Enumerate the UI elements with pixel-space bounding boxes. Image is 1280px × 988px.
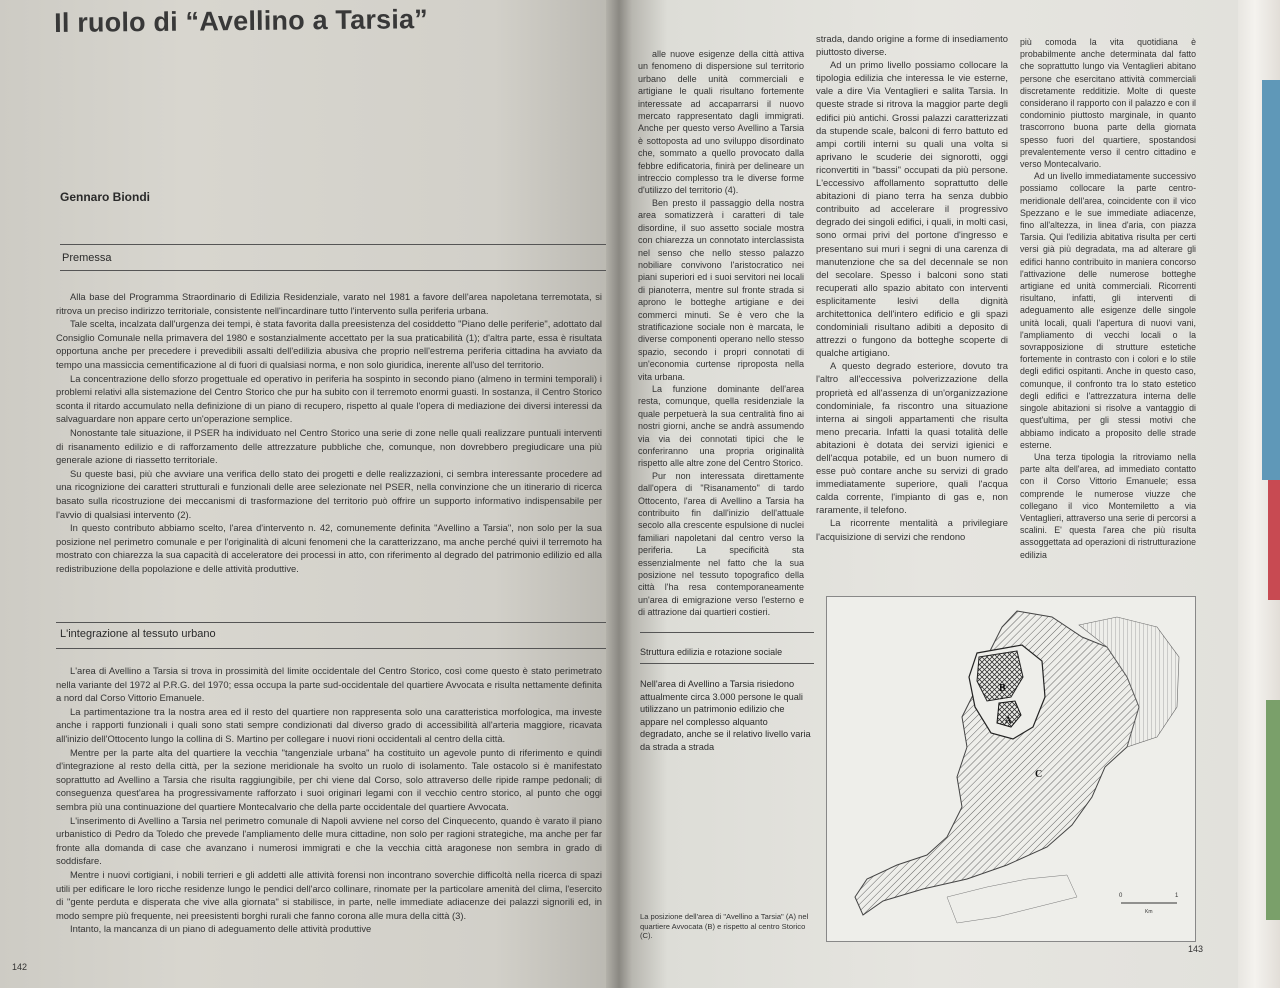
paragraph: L'area di Avellino a Tarsia si trova in prossimità del limite occidentale del Centro Storico, così come questo è stato perimetrato nella variante del 1972 al P.R.G. del 1970; essa occupa la parte sud-occidentale del quartiere Avvocata e risulta nettamente definita a nord dal Corso Vittorio Emanuele. [56, 665, 602, 704]
paragraph: Alla base del Programma Straordinario di Edilizia Residenziale, varato nel 1981 a favore dell'area napoletana terremotata, si ritrova un preciso indirizzo territoriale, consistente nell'incardinare tutto l'intervento sulla periferia urbana. [56, 291, 602, 316]
box-title: Struttura edilizia e rotazione sociale [640, 647, 783, 657]
paragraph: alle nuove esigenze della città attiva un fenomeno di dispersione sul territorio urbano delle unità commerciali e artigiane le quali risultano fortemente interessate ad accaparrarsi il nuovo mercato rappresentato dagli immigrati. Anche per questo verso Avellino a Tarsia è sottoposta ad uno sviluppo disordinato che, sommato a quello provocato dalla febbre edificatoria, finirà per delineare un intreccio complesso tra le diverse forme d'utilizzo del territorio (4). [638, 49, 804, 196]
section-heading-premessa: Premessa [62, 252, 112, 264]
paragraph: Ad un livello immediatamente successivo possiamo collocare la parte centro-meridionale dell'area, coincidente con il vico Spezzano e le sue immediate adiacenze, fino all'altezza, in linea d'aria, con piazza Tarsia. Qui l'edilizia abitativa risulta per certi versi già più degradata, ma ad alterare gli edifici hanno contribuito in maniera concorso l'attivazione delle numerose botteghe artigiane ed unità commerciali. Ricorrenti risultano, infatti, gli interventi di adeguamento alle esigenze delle singole unità locali, quali l'apertura di nuovi vani, l'ampliamento di vecchi locali o la sovrapposizione di strutture estetiche fortemente in contrasto con i colori e lo stile degli edifici ospitanti. Anche in questo caso, comunque, il confronto tra lo stato estetico degli edifici e l'attrezzatura interna delle singole abitazioni si risolve a vantaggio di quest'ultima, per gli stessi motivi che abbiamo indicato a proposito delle strade esterne. [1020, 171, 1196, 450]
paragraph: Tale scelta, incalzata dall'urgenza dei tempi, è stata favorita dalla preesistenza del cosiddetto "Piano delle periferie", adottato dal Consiglio Comunale nella primavera del 1980 e sostanzialmente accettato per la sua praticabilità (1); d'altra parte, essa è risultata opportuna anche per precedere i prevedibili assalti dell'edilizia abusiva che proprio nell'estrema periferia cittadina ha avviato da tempo una massiccia cementificazione al di fuori di qualsiasi norma, e non solo giuridica, inerente all'uso del territorio. [56, 318, 602, 370]
paragraph: Nonostante tale situazione, il PSER ha individuato nel Centro Storico una serie di zone nelle quali realizzare puntuali interventi di risanamento edilizio e di rafforzamento delle attrezzature pubbliche che, comunque, non dovrebbero pregiudicare una più generale azione di riassetto territoriale. [56, 426, 602, 466]
map-label-c: C [1035, 769, 1043, 780]
cover-stripe-red [1268, 480, 1280, 600]
scale-unit: Km [1145, 909, 1153, 915]
page-number-left: 142 [12, 962, 28, 972]
section-divider [60, 270, 606, 271]
text-column-3 [1020, 36, 1196, 561]
section-heading-integrazione: L'integrazione al tessuto urbano [60, 628, 216, 640]
map-drawing [827, 597, 1195, 941]
paragraph: Su queste basi, più che avviare una verifica dello stato dei progetti e delle realizzazioni, ci sembra interessante procedere ad una ricognizione dei caratteri strutturali e funzionali delle aree selezionate nel PSER, nella convinzione che un itinerario di ricerca basato sulla ricostruzione dei meccanismi di trasformazione del territorio può offrire un supporto informativo indispensabile per l'avvio di qualsiasi intervento (2). [56, 467, 602, 520]
scale-zero: 0 [1119, 893, 1123, 899]
text-column-1 [638, 48, 804, 619]
map-label-b: B [999, 683, 1006, 694]
left-page [0, 0, 618, 988]
map-label-a: A [1005, 715, 1012, 725]
sidebar-box [640, 632, 814, 754]
paragraph: La funzione dominante dell'area resta, comunque, quella residenziale la quale perpetuerà la sua centralità fino ai nostri giorni, anche se andrà assumendo via via dei connotati tipici che le conferiranno una propria originalità rispetto alle altre zone del Centro Storico. [638, 383, 804, 469]
paragraph: Mentre i nuovi cortigiani, i nobili terrieri e gli addetti alle attività forensi non incontrano soverchie difficoltà nella ricerca di spazi utili per edificare le loro ricche residenze lungo le pendici dell'arco collinare, rinomate per la particolare amenità del clima, l'esercito di "gente perduta e disperata che vive alla giornata" si stabilisce, in parte, nelle immediate adiacenze dei palazzi signorili ed, in modo sempre più frequente, nei preesistenti borghi rurali che fanno corona alle mura della città (3). [56, 868, 602, 921]
paragraph: Intanto, la mancanza di un piano di adeguamento delle attività produttive [70, 923, 372, 935]
cover-stripe-blue [1262, 80, 1280, 480]
paragraph: Ad un primo livello possiamo collocare la tipologia edilizia che interessa le vie esterne, vale a dire Via Ventaglieri e salita Tarsia. In queste strade si ritrova la maggior parte degli edifici più antichi. Grossi palazzi caratterizzati da stupende scale, balconi di ferro battuto ed ampi cortili interni su quali una volta si aprivano le scuderie dei signorotti, oggi riconvertiti in "bassi" occupati da più persone. L'eccessivo affollamento soprattutto delle abitazioni di piano terra ha senza dubbio contribuito ad accelerare il progressivo degrado dei singoli edifici, i quali, in molti casi, sono ormai privi del portone d'ingresso e presentano sui muri i segni di una carenza di manutenzione che sa del decennale se non del secolare. Spesso i balconi sono stati recuperati allo spazio abitato con interventi esplicitamente lesivi della dignità architettonica dell'intero edificio e gli spazi condominiali risultano adibiti a deposito di attrezzi o fungono da botteghe scoperte di qualche artigiano. [816, 59, 1008, 359]
article-title: Il ruolo di “Avellino a Tarsia” [54, 4, 429, 38]
text-column-2 [816, 32, 1008, 543]
cover-stripe-green [1266, 700, 1280, 920]
paragraph: strada, dando origine a forme di insediamento piuttosto diverse. [816, 33, 1008, 58]
box-rule-top [640, 632, 814, 633]
paragraph: Mentre per la parte alta del quartiere la vecchia "tangenziale urbana" ha costituito un agevole punto di riferimento e quindi d'integrazione al resto della città, per la sezione meridionale ha svolto un ruolo di isolamento. Tale ostacolo si è manifestato soprattutto ad Avellino a Tarsia che risulta raggiungibile, per chi viene dal Corso, solo attraverso delle ripide rampe pedonali; di conseguenza quest'area ha progressivamente rafforzato i suoi originari legami con il vecchio centro storico, al punto che oggi sembra più una continuazione del quartiere Montecalvario che della parte occidentale del quartiere Avvocata. [56, 746, 602, 812]
scale-one: 1 [1175, 893, 1179, 899]
location-map [826, 596, 1196, 942]
book-gutter [606, 0, 632, 988]
coastline [947, 875, 1077, 923]
premessa-text [56, 290, 602, 575]
map-caption: La posizione dell'area di "Avellino a Tarsia" (A) nel quartiere Avvocata (B) e rispetto al centro Storico (C). [640, 912, 809, 941]
paragraph: Una terza tipologia la ritroviamo nella parte alta dell'area, ad immediato contatto con il Corso Vittorio Emanuele; essa comprende le numerose viuzze che collegano il vico Montemiletto a via Ventaglieri, attraverso una serie di percorsi a scalini. E' questa l'area che più risulta assoggettata ad operazioni di ristrutturazione edilizia [1020, 451, 1196, 560]
box-text: Nell'area di Avellino a Tarsia risiedono attualmente circa 3.000 persone le quali utilizzano un patrimonio edilizio che appare nel complesso alquanto degradato, anche se il relativo livello varia da strada a strada [640, 679, 811, 752]
paragraph: La ricorrente mentalità a privilegiare l'acquisizione di servizi che rendono [816, 517, 1008, 542]
page-number-right: 143 [1188, 944, 1204, 954]
section-divider [60, 244, 606, 245]
paragraph: Ben presto il passaggio della nostra area somatizzerà i caratteri di tale disordine, il suo assetto sociale mostra con chiarezza un connotato interclassista nel senso che nello stesso palazzo nobiliare convivono l'aristocratico nei piani superiori ed i suoi servitori nei locali di pianoterra, mentre sul fronte strada si aprono le botteghe artigiane e dei commerci minuti. Se è vero che la stratificazione sociale non è marcata, le diverse componenti operano nello stesso spazio, secondo i propri connotati di un'economia curtense riproposta nella vita urbana. [638, 197, 804, 382]
author-name: Gennaro Biondi [60, 190, 150, 204]
paragraph: A questo degrado esteriore, dovuto tra l'altro all'eccessiva polverizzazione della proprietà ed all'assenza di un'organizzazione condominiale, fa riscontro una situazione interna ai singoli appartamenti che risulta meno precaria. Infatti la quasi totalità delle abitazioni è dotata dei servizi igienici e dell'acqua potabile, ed un buon numero di esse può contare anche su servizi di grado immediatamente superiore, quali l'acqua calda corrente, l'impianto di gas e, non raramente, il telefono. [816, 360, 1008, 516]
paragraph: L'inserimento di Avellino a Tarsia nel perimetro comunale di Napoli avviene nel corso del Cinquecento, quando è varato il piano urbanistico di Pedro da Toledo che prevede l'ampliamento delle mura cittadine, non solo per ragioni strategiche, ma anche per far fronte alla domanda di case che avanzano i numerosi immigrati e che la vecchia città aragonese non sembra in grado di soddisfare. [56, 814, 602, 867]
section-divider [56, 622, 606, 623]
paragraph: Pur non interessata direttamente dall'opera di "Risanamento" di tardo Ottocento, l'area di Avellino a Tarsia ha contribuito fin dall'inizio dell'attuale secolo alla crescente espulsione di nuclei familiari napoletani dal centro verso la periferia. La specificità sta essenzialmente nel fatto che la sua posizione nel tessuto topografico della città l'ha resa contemporaneamente un'area di emigrazione verso l'esterno e di attrazione dai quartieri costieri. [638, 470, 804, 618]
integrazione-text [56, 664, 602, 936]
paragraph: più comoda la vita quotidiana è probabilmente anche determinata dal fatto che soprattutto lungo via Ventaglieri abitano persone che esercitano attività commerciali discretamente redditizie. Molte di queste considerano il rapporto con il palazzo e con il condominio piuttosto marginale, in quanto trascorrono buona parte della giornata spesso fuori del quartiere, spostandosi prevalentemente verso il centro cittadino e verso Montecalvario. [1020, 37, 1196, 170]
box-rule-bottom [640, 663, 814, 664]
paragraph: La partimentazione tra la nostra area ed il resto del quartiere non rappresenta solo una caratteristica morfologica, ma investe anche i rapporti funzionali i quali sono stati sempre condizionati dal diverso grado di accessibilità all'arteria maggiore, ricavata all'inizio dell'Ottocento lungo la collina di S. Martino per collegare i nuovi rioni occidentali al centro della città. [56, 705, 602, 744]
paragraph: In questo contributo abbiamo scelto, l'area d'intervento n. 42, comunemente definita "Avellino a Tarsia", non solo per la sua posizione nel perimetro comunale e per l'originalità di alcuni fenomeni che la caratterizzano, ma anche perché quivi il terremoto ha mostrato con chiarezza la sua capacità di acceleratore dei processi in atto, con riferimento al degrado del patrimonio edilizio ed alla redistribuzione della popolazione e delle attività produttive. [56, 522, 602, 574]
paragraph: La concentrazione dello sforzo progettuale ed operativo in periferia ha sospinto in secondo piano (almeno in termini temporali) i problemi relativi alla sistemazione del Centro Storico che pur ha subito con il terremoto enormi guasti. In sostanza, il Centro Storico sconta il ritardo accumulato nella definizione di un piano di recupero, rispetto al quale l'opera di mediazione dei diversi interessi da salvaguardare non appare certo un'operazione semplice. [56, 372, 602, 425]
section-divider [56, 648, 606, 649]
